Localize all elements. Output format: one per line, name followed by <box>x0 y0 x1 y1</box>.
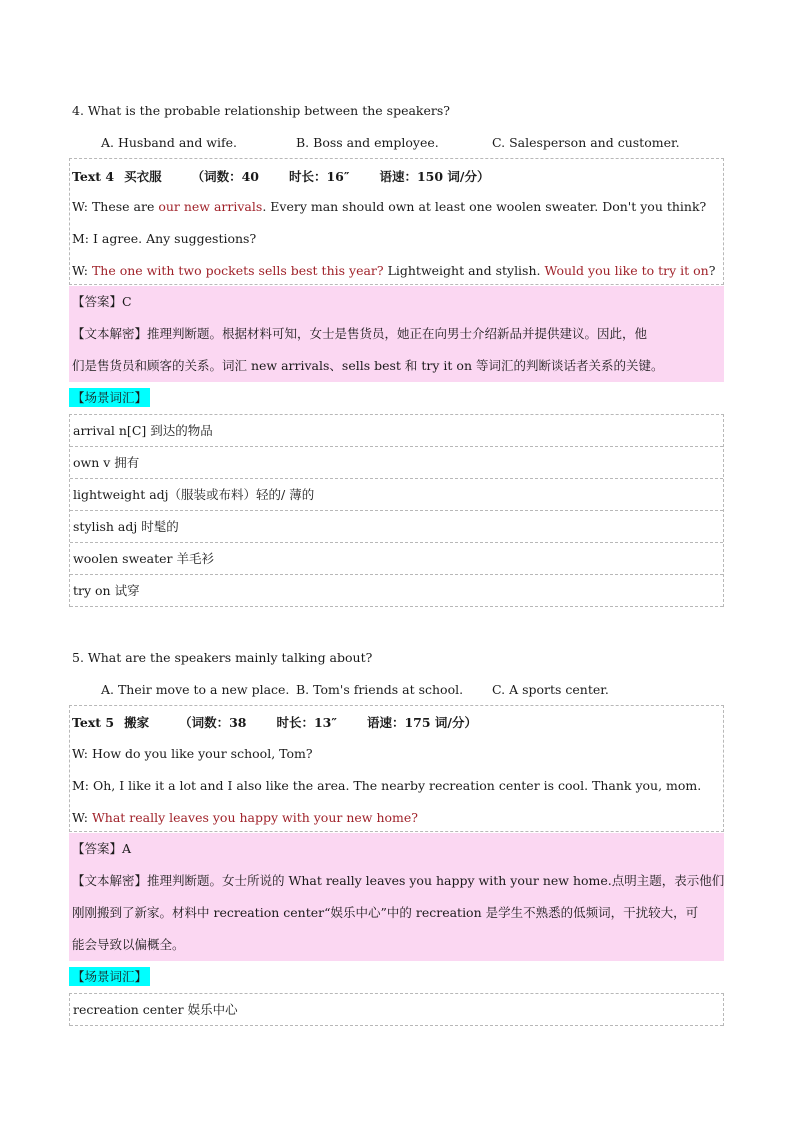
text5-answer-box <box>69 833 724 961</box>
text4-vocab-table <box>69 414 724 607</box>
text4-answer: 【答案】C <box>72 294 132 309</box>
vocab-row: woolen sweater 羊毛衫 <box>70 543 723 575</box>
text4-label: Text 4 <box>72 169 115 184</box>
q5-option-c: C. A sports center. <box>492 682 609 697</box>
text5-title: 搬家 <box>124 715 150 730</box>
text5-answer: 【答案】A <box>72 841 132 856</box>
q4-option-c: C. Salesperson and customer. <box>492 135 680 150</box>
text4-words: （词数：40 <box>191 169 259 184</box>
question-4: 4. What is the probable relationship between the speakers? <box>72 103 450 118</box>
text4-title: 买衣服 <box>124 169 162 184</box>
text4-line-2: M: I agree. Any suggestions? <box>72 231 257 246</box>
text4-answer-box <box>69 286 724 382</box>
text5-line-2: M: Oh, I like it a lot and I also like the area. The nearby recreation center is cool. Thank you, mom. <box>72 778 702 793</box>
text5-words: （词数：38 <box>179 715 247 730</box>
vocab-row: arrival n[C] 到达的物品 <box>70 415 723 447</box>
text5-explain-3: 能会导致以偏概全。 <box>72 937 185 952</box>
text4-line-3: W: The one with two pockets sells best this year? Lightweight and stylish. Would you like to try it on? <box>72 263 716 278</box>
text4-duration: 时长：16″ <box>288 169 350 184</box>
text5-explain-2: 刚刚搬到了新家。材料中 recreation center“娱乐中心”中的 recreation 是学生不熟悉的低频词，干扰较大，可 <box>72 905 699 920</box>
question-5: 5. What are the speakers mainly talking about? <box>72 650 373 665</box>
vocab-row: own v 拥有 <box>70 447 723 479</box>
text5-line-1: W: How do you like your school, Tom? <box>72 746 313 761</box>
text4-explain-1: 【文本解密】推理判断题。根据材料可知，女士是售货员，她正在向男士介绍新品并提供建议。因此，他 <box>72 326 648 341</box>
text5-label: Text 5 <box>72 715 115 730</box>
q5-option-a: A. Their move to a new place. <box>101 682 290 697</box>
vocab-row: recreation center 娱乐中心 <box>70 994 723 1026</box>
text4-speed: 语速：150 词/分） <box>379 169 490 184</box>
text5-vocab-title: 【场景词汇】 <box>69 967 150 986</box>
text5-line-3: W: What really leaves you happy with your new home? <box>72 810 418 825</box>
text5-vocab-table <box>69 993 724 1026</box>
q5-option-b: B. Tom's friends at school. <box>296 682 464 697</box>
text5-speed: 语速：175 词/分） <box>366 715 477 730</box>
text4-header <box>72 167 489 185</box>
text4-line-1: W: These are our new arrivals. Every man should own at least one woolen sweater. Don't you think? <box>72 199 707 214</box>
q4-option-b: B. Boss and employee. <box>296 135 439 150</box>
text5-header <box>72 713 477 731</box>
text4-vocab-title: 【场景词汇】 <box>69 388 150 407</box>
q4-option-a: A. Husband and wife. <box>101 135 237 150</box>
text5-duration: 时长：13″ <box>276 715 337 730</box>
text5-explain-1: 【文本解密】推理判断题。女士所说的 What really leaves you happy with your new home.点明主题，表示他们 <box>72 873 725 888</box>
vocab-row: stylish adj 时髦的 <box>70 511 723 543</box>
vocab-row: lightweight adj（服装或布料）轻的/ 薄的 <box>70 479 723 511</box>
vocab-row: try on 试穿 <box>70 575 723 607</box>
text4-explain-2: 们是售货员和顾客的关系。词汇 new arrivals、sells best 和 try it on 等词汇的判断谈话者关系的关键。 <box>72 358 664 373</box>
